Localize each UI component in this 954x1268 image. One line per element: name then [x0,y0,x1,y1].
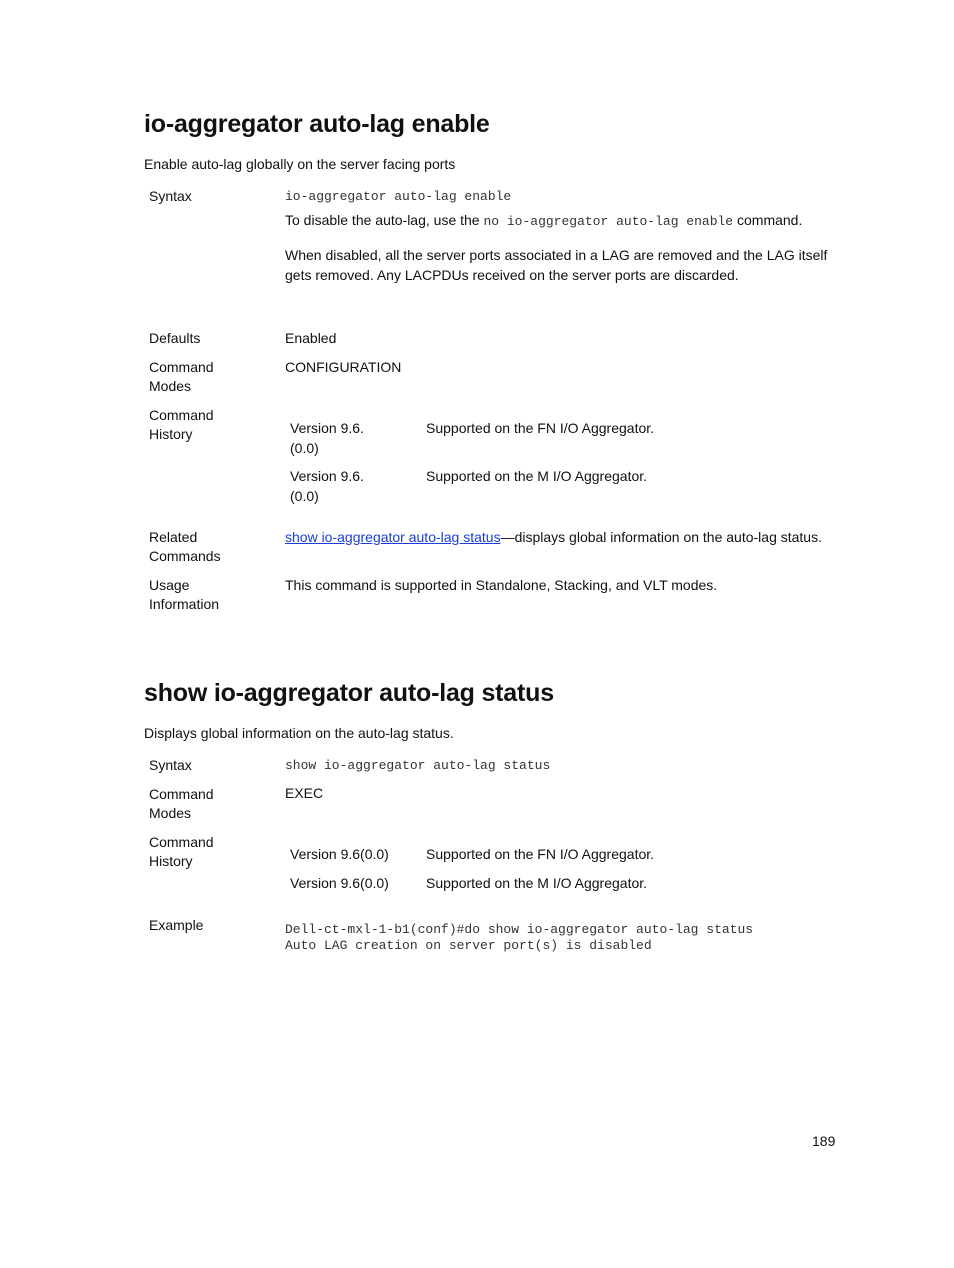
command-history-label [149,406,269,444]
example-line-2: Auto LAG creation on server port(s) is disabled [285,937,652,953]
syntax-disable-note [285,211,830,232]
history-row-description: Supported on the FN I/O Aggregator. [426,420,655,436]
syntax-disable-prefix: To disable the auto-lag, use the [285,211,480,228]
syntax-disable-suffix: command. [737,211,803,228]
usage-information-label [149,576,269,614]
command-history-label-line1: Command [149,407,214,423]
syntax-label: Syntax [149,757,192,773]
defaults-value: Enabled [285,330,337,346]
command-modes-label-line1: Command [149,359,214,375]
syntax-command: show io-aggregator auto-lag status [285,758,551,773]
syntax-command: io-aggregator auto-lag enable [285,189,512,204]
section-title-auto-lag-enable: io-aggregator auto-lag enable [144,110,490,138]
history-version-line1: Version 9.6. [290,468,364,484]
usage-information-value: This command is supported in Standalone, Stacking, and VLT modes. [285,577,718,593]
command-history-label [149,833,269,871]
example-code [285,922,753,953]
command-history-label-line1: Command [149,834,214,850]
usage-label-line1: Usage [149,577,190,593]
related-command-text: —displays global information on the auto-lag status. [500,529,822,545]
related-label-line2: Commands [149,548,221,564]
section-title-auto-lag-status: show io-aggregator auto-lag status [144,679,554,707]
related-command-link[interactable]: show io-aggregator auto-lag status [285,529,501,545]
related-commands-value [285,528,830,548]
command-history-label-line2: History [149,853,193,869]
command-modes-label-line1: Command [149,786,214,802]
defaults-label: Defaults [149,330,201,346]
history-row-version [290,467,410,506]
section-description: Enable auto-lag globally on the server facing ports [144,156,456,172]
syntax-disabled-note: When disabled, all the server ports associated in a LAG are removed and the LAG itself gets removed. Any LACPDUs received on the server ports are discarded. [285,247,828,283]
syntax-disable-command: no io-aggregator auto-lag enable [483,213,734,229]
history-row-version: Version 9.6(0.0) [290,846,389,862]
syntax-value [285,187,830,285]
example-label: Example [149,917,204,933]
history-row-version: Version 9.6(0.0) [290,875,389,891]
command-modes-label-line2: Modes [149,805,192,821]
history-row-version [290,419,410,458]
command-modes-label-line2: Modes [149,378,192,394]
page-number: 189 [812,1133,836,1149]
command-history-label-line2: History [149,426,193,442]
section-description: Displays global information on the auto-lag status. [144,725,454,741]
history-row-description: Supported on the FN I/O Aggregator. [426,846,655,862]
history-row-description: Supported on the M I/O Aggregator. [426,875,648,891]
command-modes-label [149,358,269,396]
usage-label-line2: Information [149,596,220,612]
history-version-line2: (0.0) [290,439,319,456]
related-label-line1: Related [149,529,198,545]
syntax-label: Syntax [149,188,192,204]
history-version-line1: Version 9.6. [290,420,364,436]
history-row-description: Supported on the M I/O Aggregator. [426,468,648,484]
example-line-1: Dell-ct-mxl-1-b1(conf)#do show io-aggregator auto-lag status [285,922,754,937]
command-modes-value: EXEC [285,785,324,801]
command-modes-label [149,785,269,823]
command-modes-value: CONFIGURATION [285,359,402,375]
history-version-line2: (0.0) [290,487,319,504]
related-commands-label [149,528,269,566]
